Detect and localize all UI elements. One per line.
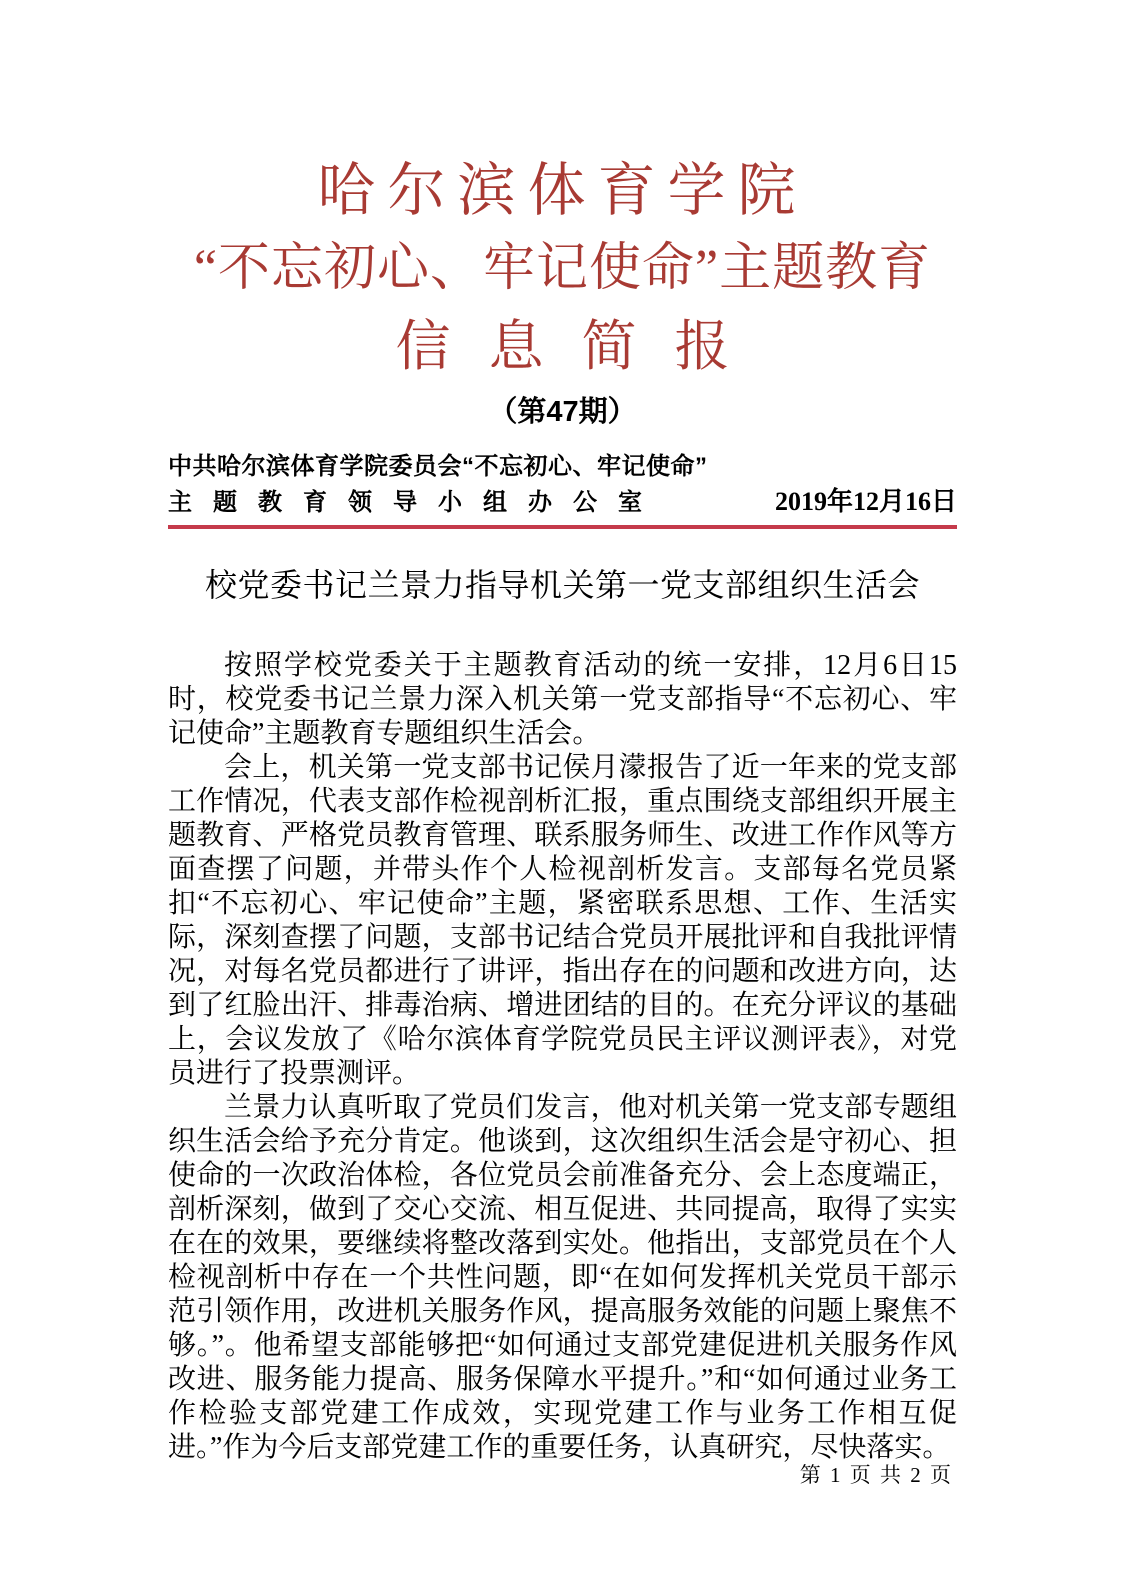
- masthead-theme-line: “不忘初心、牢记使命”主题教育: [193, 240, 932, 297]
- page-number-footer: 第 1 页 共 2 页: [799, 1463, 953, 1487]
- issuer-office-line: 主题教育领导小组办公室: [168, 489, 663, 516]
- issuer-block: [168, 452, 957, 519]
- issuer-office-row: [168, 486, 957, 519]
- issue-date: 2019年12月16日: [774, 487, 957, 516]
- masthead-org-name: 哈尔滨体育学院: [317, 158, 808, 223]
- masthead-divider-rule: [168, 525, 957, 529]
- article-paragraph: 兰景力认真听取了党员们发言，他对机关第一党支部专题组织生活会给予充分肯定。他谈到，这次组织生活会是守初心、担使命的一次政治体检，各位党员会前准备充分、会上态度端正，剖析深刻，做到了交心交流、相互促进、共同提高，取得了实实在在的效果，要继续将整改落到实处。他指出，支部党员在个人检视剖析中存在一个共性问题，即“在如何发挥机关党员干部示范引领作用，改进机关服务作风，提高服务效能的问题上聚焦不够。”。他希望支部能够把“如何通过支部党建促进机关服务作风改进、服务能力提高、服务保障水平提升。”和“如何通过业务工作检验支部党建工作成效，实现党建工作与业务工作相互促进。”作为今后支部党建工作的重要任务，认真研究，尽快落实。: [168, 1092, 957, 1463]
- article-paragraph: 按照学校党委关于主题教育活动的统一安排，12月6日15时，校党委书记兰景力深入机关第一党支部指导“不忘初心、牢记使命”主题教育专题组织生活会。: [168, 650, 957, 749]
- article-title: 校党委书记兰景力指导机关第一党支部组织生活会: [204, 567, 920, 603]
- article-paragraph: 会上，机关第一党支部书记侯月濛报告了近一年来的党支部工作情况，代表支部作检视剖析汇报，重点围绕支部组织开展主题教育、严格党员教育管理、联系服务师生、改进工作作风等方面查摆了问题，并带头作个人检视剖析发言。支部每名党员紧扣“不忘初心、牢记使命”主题，紧密联系思想、工作、生活实际，深刻查摆了问题，支部书记结合党员开展批评和自我批评情况，对每名党员都进行了讲评，指出存在的问题和改进方向，达到了红脸出汗、排毒治病、增进团结的目的。在充分评议的基础上，会议发放了《哈尔滨体育学院党员民主评议测评表》，对党员进行了投票测评。: [168, 752, 957, 1089]
- article-body: [168, 649, 957, 1465]
- issuer-committee-line: 中共哈尔滨体育学院委员会“不忘初心、牢记使命”: [168, 453, 708, 480]
- masthead-bulletin-name: 信息简报: [395, 316, 768, 377]
- issue-number-label: （第47期）: [488, 396, 637, 428]
